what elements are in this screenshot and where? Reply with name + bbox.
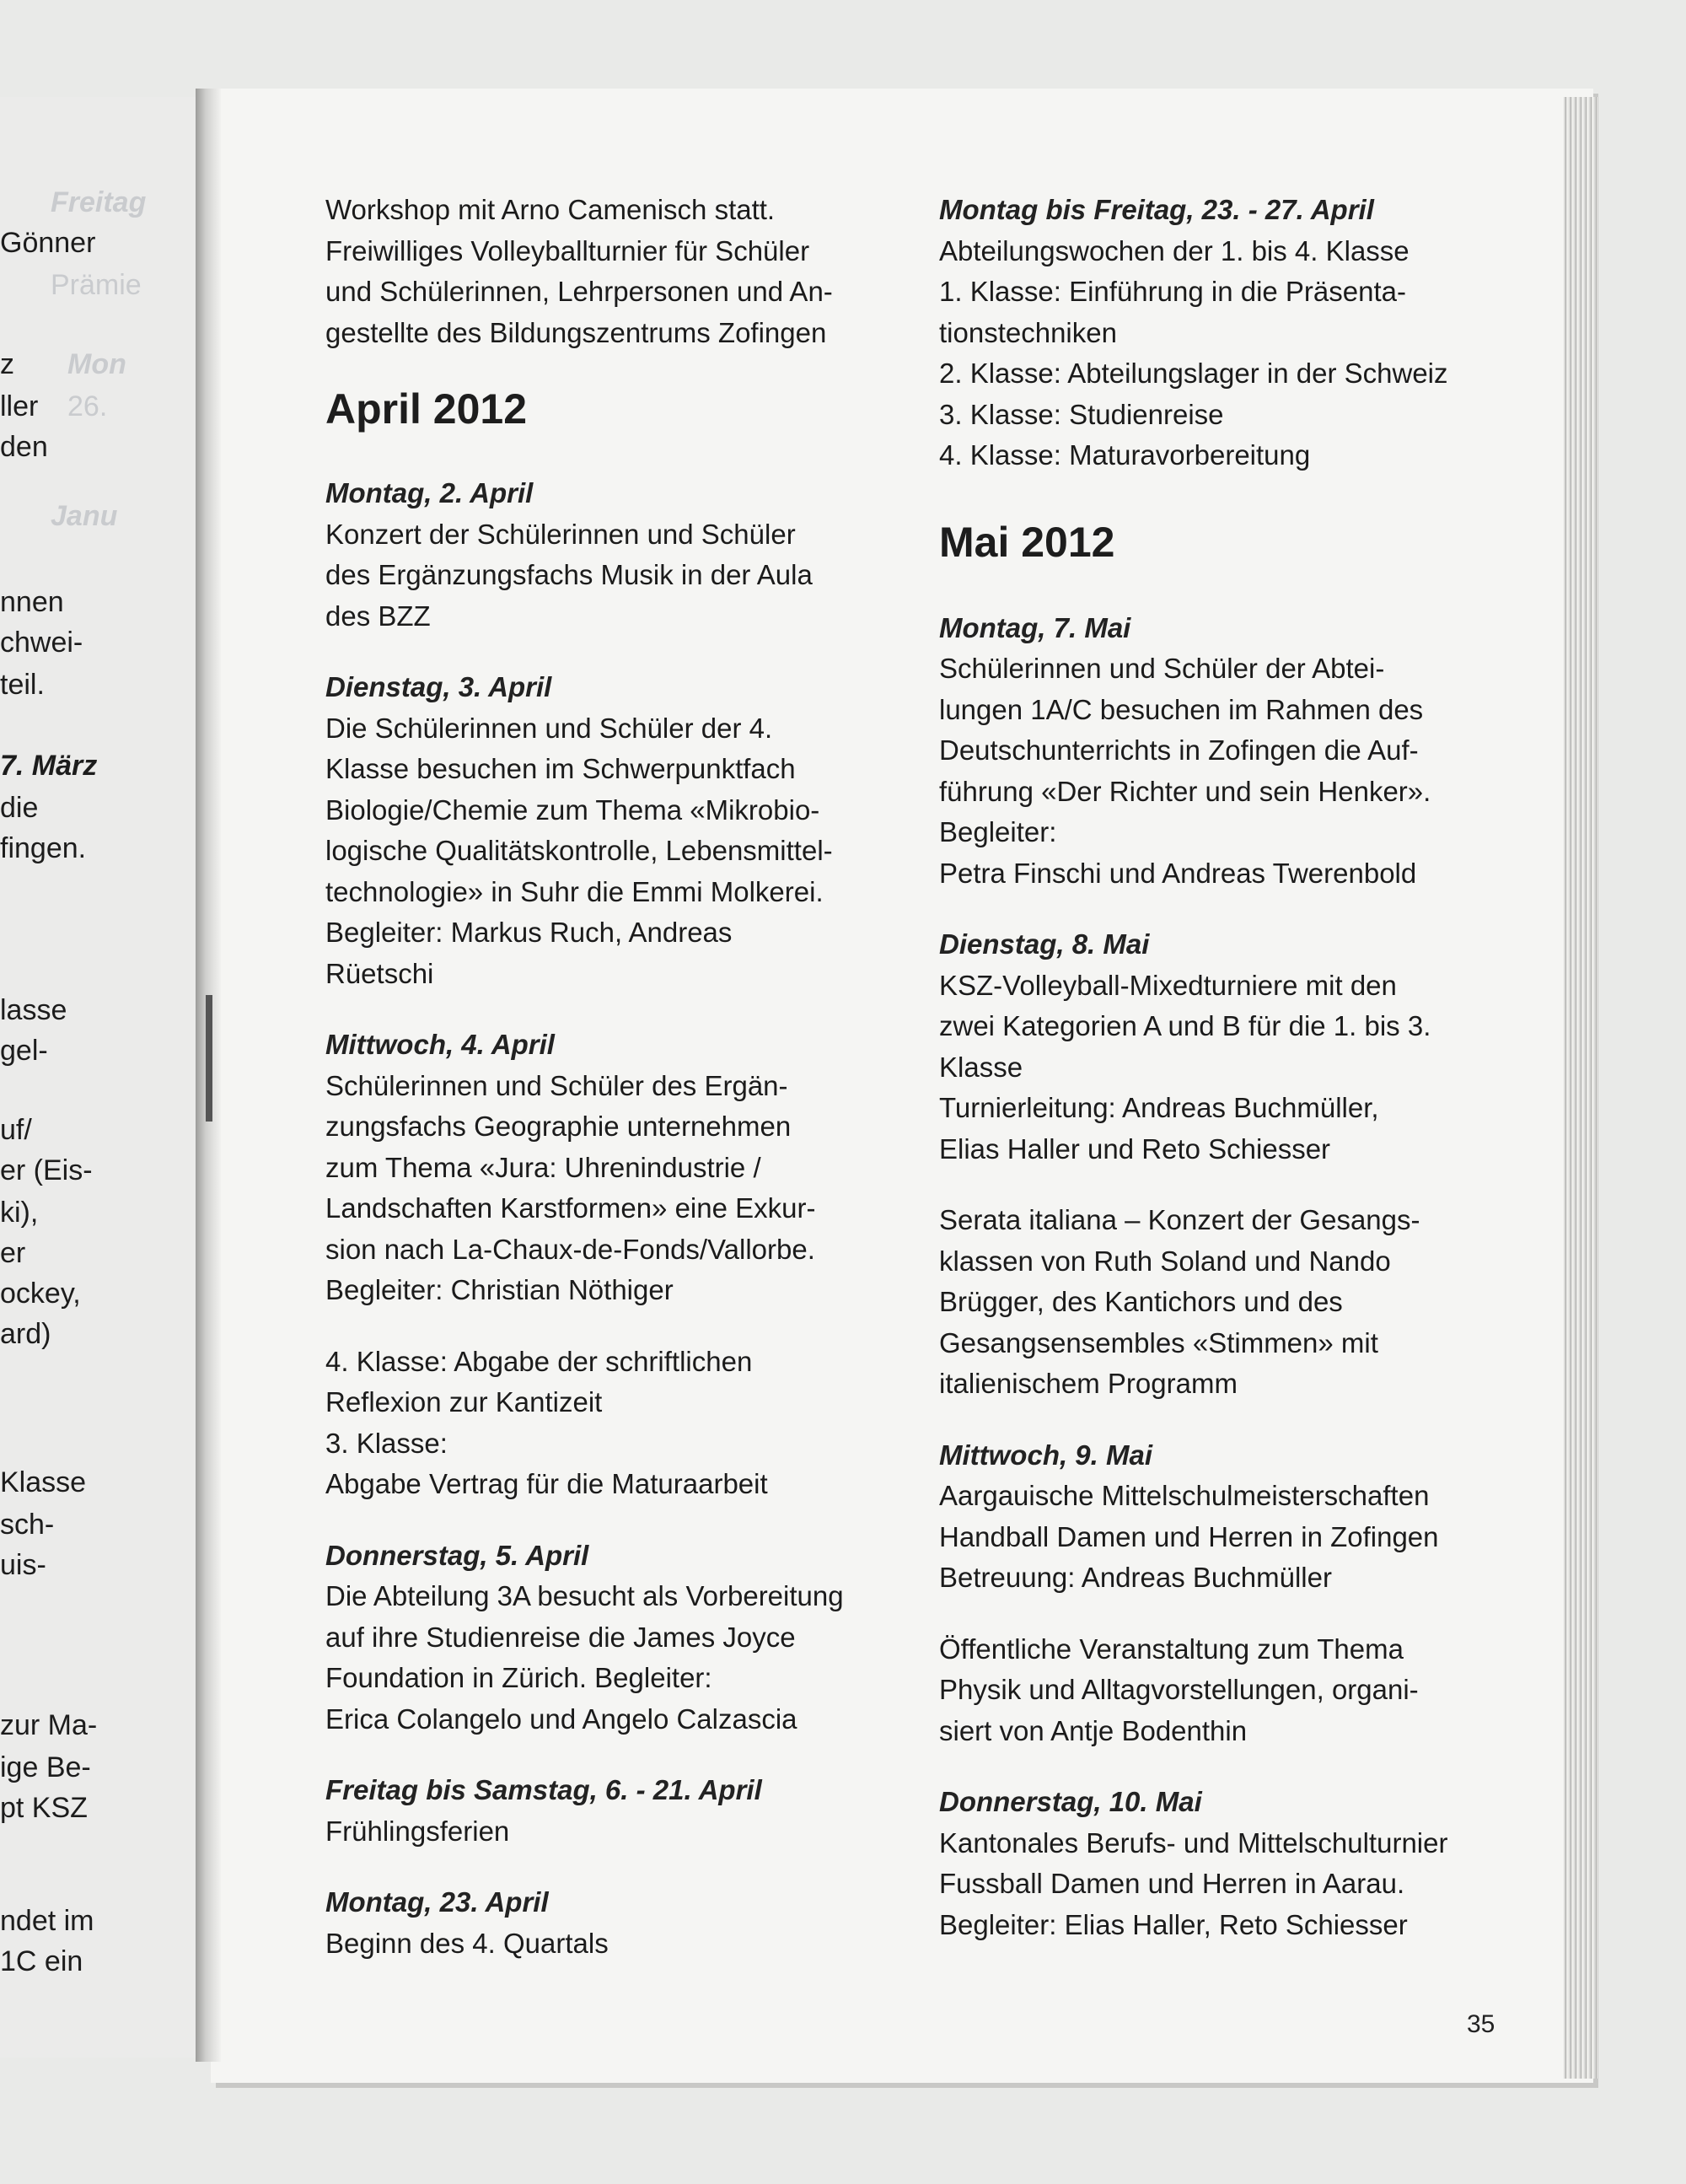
entry-date-heading: Dienstag, 8. Mai <box>939 928 1150 960</box>
entry-date-heading: Freitag bis Samstag, 6. - 21. April <box>325 1774 762 1805</box>
left-page-fragment-text: nnen <box>0 586 64 618</box>
entry-text-line: Beginn des 4. Quartals <box>325 1927 609 1959</box>
entry-text-line: Erica Colangelo und Angelo Calzascia <box>325 1703 797 1735</box>
entry-date-heading: Montag bis Freitag, 23. - 27. April <box>939 194 1374 225</box>
left-page-fragment-text: ki), <box>0 1197 39 1229</box>
page-number: 35 <box>1467 2010 1495 2038</box>
entry-text-line: Serata italiana – Konzert der Gesangs- <box>939 1204 1420 1235</box>
entry-text-line: Biologie/Chemie zum Thema «Mikrobio- <box>325 793 820 826</box>
entry-text-line: Aargauische Mittelschulmeisterschaften <box>939 1480 1430 1511</box>
entry-text-line: Deutschunterrichts in Zofingen die Auf- <box>939 734 1419 766</box>
entry-text-line: des BZZ <box>325 600 431 632</box>
mai-entries <box>939 608 1512 1946</box>
text-line: und Schülerinnen, Lehrpersonen und An- <box>325 276 833 307</box>
left-page-fragment-text: ockey, <box>0 1278 81 1310</box>
left-page-fragment-text: 1C ein <box>0 1945 83 1977</box>
entry-text-line: sion nach La-Chaux-de-Fonds/Vallorbe. <box>325 1233 815 1265</box>
entry-text-line: Schülerinnen und Schüler der Abtei- <box>939 653 1385 684</box>
entry-text-line: führung «Der Richter und sein Henker». <box>939 775 1431 807</box>
entry-date-heading: Montag, 23. April <box>325 1886 549 1918</box>
entry-date-heading: Dienstag, 3. April <box>325 671 552 702</box>
left-page-fragment-text: er (Eis- <box>0 1154 93 1186</box>
left-page-fragment-text: Gönner <box>0 227 96 259</box>
entry-text-line: Handball Damen und Herren in Zofingen <box>939 1520 1439 1552</box>
calendar-entry <box>939 1435 1512 1599</box>
left-column <box>325 190 899 1994</box>
left-page-fragment-text: ller <box>0 390 39 422</box>
right-column <box>939 190 1512 1976</box>
entry-text-line: logische Qualitätskontrolle, Lebensmittel- <box>325 835 833 866</box>
left-page-fragment-text: ige Be- <box>0 1751 91 1783</box>
entry-text-line: Gesangsensembles «Stimmen» mit <box>939 1326 1378 1358</box>
left-page-fragment-text: sch- <box>0 1509 55 1541</box>
entry-date-heading: Donnerstag, 10. Mai <box>939 1786 1202 1817</box>
section-title-april: April 2012 <box>325 385 528 433</box>
left-page-fragment-text: gel- <box>0 1035 48 1067</box>
section-title-mai: Mai 2012 <box>939 518 1115 566</box>
calendar-entry <box>939 1629 1512 1752</box>
calendar-entry <box>939 608 1512 895</box>
entry-text-line: Brügger, des Kantichors und des <box>939 1286 1343 1317</box>
left-page-fragment-text: ard) <box>0 1318 51 1350</box>
entry-text-line: Die Schülerinnen und Schüler der 4. <box>325 712 773 744</box>
left-page-fragment-text: teil. <box>0 669 45 701</box>
entry-text-line: Turnierleitung: Andreas Buchmüller, <box>939 1092 1379 1123</box>
entry-text-line: Begleiter: <box>939 816 1057 847</box>
left-page-fragment-text: ndet im <box>0 1905 94 1937</box>
page-edge <box>1564 97 1597 2079</box>
entry-text-line: Begleiter: Markus Ruch, Andreas <box>325 917 733 948</box>
left-page-fragment-text: Janu <box>51 500 118 532</box>
left-page-fragment-text: die <box>0 792 39 824</box>
entry-text-line: Klasse besuchen im Schwerpunktfach <box>325 753 796 784</box>
calendar-entry <box>325 1536 899 1740</box>
left-page-fragment-text: Freitag <box>51 186 147 218</box>
text-line: Freiwilliges Volleyballturnier für Schüler <box>325 234 810 266</box>
left-page-fragment-text: er <box>0 1237 26 1269</box>
entry-text-line: Frühlingsferien <box>325 1815 510 1847</box>
entry-text-line: 1. Klasse: Einführung in die Präsenta- <box>939 276 1406 307</box>
entry-text-line: Abgabe Vertrag für die Maturaarbeit <box>325 1468 768 1499</box>
entry-text-line: Fussball Damen und Herren in Aarau. <box>939 1868 1405 1899</box>
entry-text-line: zum Thema «Jura: Uhrenindustrie / <box>325 1151 761 1183</box>
text-line: Workshop mit Arno Camenisch statt. <box>325 194 776 225</box>
calendar-entry <box>325 1882 899 1964</box>
entry-date-heading: Donnerstag, 5. April <box>325 1539 589 1571</box>
left-page-fragment-text: chwei- <box>0 627 83 659</box>
left-page-fragment-text: uis- <box>0 1549 46 1581</box>
entry-date-heading: Mittwoch, 9. Mai <box>939 1439 1153 1471</box>
entry-text-line: Petra Finschi und Andreas Twerenbold <box>939 857 1417 889</box>
calendar-entry <box>325 1025 899 1311</box>
calendar-entry <box>325 473 899 637</box>
entry-text-line: Betreuung: Andreas Buchmüller <box>939 1562 1332 1593</box>
entry-text-line: 4. Klasse: Maturavorbereitung <box>939 439 1311 471</box>
left-page-fragment-text: 26. <box>67 390 108 422</box>
left-page-fragment-text: Prämie <box>51 269 142 301</box>
entry-text-line: Schülerinnen und Schüler des Ergän- <box>325 1069 788 1101</box>
entry-text-line: Landschaften Karstformen» eine Exkur- <box>325 1192 816 1224</box>
calendar-entry <box>939 1200 1512 1405</box>
entry-text-line: Konzert der Schülerinnen und Schüler <box>325 518 796 550</box>
left-page-fragment-text: fingen. <box>0 832 87 864</box>
entry-date-heading: Montag, 7. Mai <box>939 611 1131 643</box>
entry-text-line: Foundation in Zürich. Begleiter: <box>325 1662 712 1693</box>
left-page-fragment-text: den <box>0 431 48 463</box>
left-page-fragment-text: lasse <box>0 994 67 1026</box>
calendar-entry <box>939 1782 1512 1945</box>
gutter-mark <box>206 995 212 1122</box>
calendar-entry <box>939 190 1512 476</box>
text-line: gestellte des Bildungszentrums Zofingen <box>325 316 827 348</box>
left-page-fragment-text: zur Ma- <box>0 1709 98 1741</box>
entry-text-line: Kantonales Berufs- und Mittelschulturnier <box>939 1826 1448 1859</box>
entry-text-line: Rüetschi <box>325 957 434 989</box>
entry-text-line: Reflexion zur Kantizeit <box>325 1386 603 1417</box>
entry-text-line: Die Abteilung 3A besucht als Vorbereitung <box>325 1580 844 1611</box>
entry-text-line: Klasse <box>939 1051 1023 1083</box>
left-page-fragment-text: uf/ <box>0 1114 32 1146</box>
calendar-entry <box>939 924 1512 1170</box>
intro-paragraph <box>325 190 899 353</box>
entry-text-line: Abteilungswochen der 1. bis 4. Klasse <box>939 234 1409 266</box>
april-entries <box>325 473 899 1964</box>
left-page-fragment-text: z <box>0 348 14 380</box>
entry-text-line: auf ihre Studienreise die James Joyce <box>325 1621 796 1653</box>
entry-text-line: Physik und Alltagvorstellungen, organi- <box>939 1674 1419 1705</box>
entry-text-line: lungen 1A/C besuchen im Rahmen des <box>939 693 1424 725</box>
entry-text-line: KSZ-Volleyball-Mixedturniere mit den <box>939 969 1397 1001</box>
left-page-fragment-text: pt KSZ <box>0 1792 88 1824</box>
calendar-entry <box>325 667 899 994</box>
calendar-entry <box>325 1770 899 1852</box>
left-page-fragment-text: Mon <box>67 348 126 380</box>
entry-text-line: des Ergänzungsfachs Musik in der Aula <box>325 559 813 590</box>
entry-text-line: 4. Klasse: Abgabe der schriftlichen <box>325 1345 753 1377</box>
entry-text-line: technologie» in Suhr die Emmi Molkerei. <box>325 875 824 907</box>
entry-date-heading: Mittwoch, 4. April <box>325 1029 555 1060</box>
entry-text-line: Öffentliche Veranstaltung zum Thema <box>939 1633 1404 1665</box>
left-page-fragment-text: 7. März <box>0 750 98 782</box>
entry-text-line: Elias Haller und Reto Schiesser <box>939 1132 1331 1165</box>
entry-text-line: 2. Klasse: Abteilungslager in der Schweiz <box>939 358 1448 389</box>
entry-text-line: italienischem Programm <box>939 1368 1238 1399</box>
entry-text-line: tionstechniken <box>939 316 1117 348</box>
entry-text-line: klassen von Ruth Soland und Nando <box>939 1245 1391 1277</box>
entry-text-line: Begleiter: Christian Nöthiger <box>325 1274 674 1305</box>
entry-text-line: zwei Kategorien A und B für die 1. bis 3. <box>939 1010 1431 1041</box>
entry-text-line: siert von Antje Bodenthin <box>939 1714 1248 1746</box>
entry-text-line: 3. Klasse: <box>325 1427 448 1459</box>
left-page-fragment-text: Klasse <box>0 1466 87 1498</box>
entry-text-line: zungsfachs Geographie unternehmen <box>325 1111 792 1142</box>
entry-date-heading: Montag, 2. April <box>325 477 534 508</box>
entry-text-line: Begleiter: Elias Haller, Reto Schiesser <box>939 1908 1408 1940</box>
april-continued-entries <box>939 190 1512 476</box>
entry-text-line: 3. Klasse: Studienreise <box>939 398 1224 430</box>
calendar-entry <box>325 1342 899 1505</box>
